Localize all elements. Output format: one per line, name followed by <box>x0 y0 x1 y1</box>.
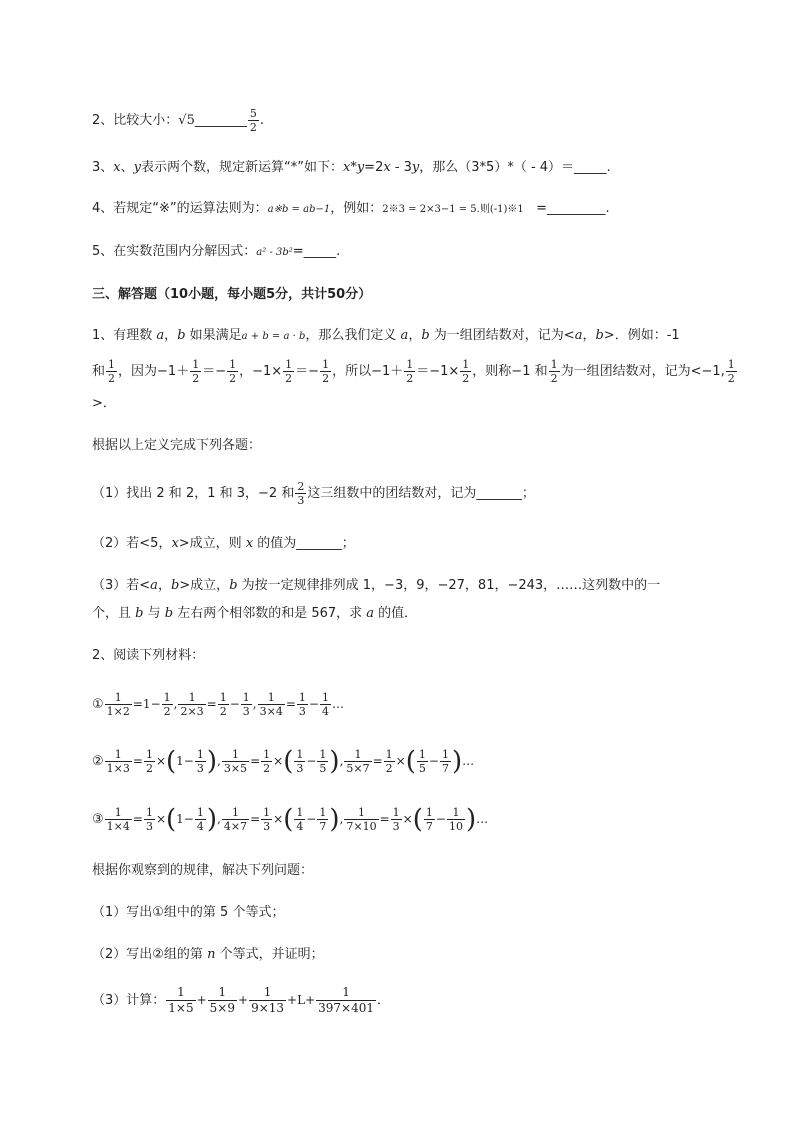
fraction-numerator: 1 <box>418 748 426 761</box>
fraction-numerator: 1 <box>322 358 330 371</box>
text-segment: = <box>250 754 261 768</box>
pattern-row-1 <box>92 688 344 721</box>
text-segment: （3）计算： <box>92 993 166 1008</box>
problem-2-sub-2 <box>92 945 324 965</box>
fraction-denominator: 2 <box>192 372 200 385</box>
problem-1-sub-3-cont <box>92 604 417 624</box>
fraction-denominator: 2 <box>145 762 153 775</box>
fill-question-2 <box>92 107 264 134</box>
problem-2-sub-3 <box>92 984 390 1017</box>
fraction <box>105 748 132 775</box>
text-segment: y <box>133 160 141 175</box>
text-segment: a <box>574 328 583 343</box>
fraction <box>317 748 328 775</box>
fraction-denominator: 2 <box>229 372 237 385</box>
fraction-numerator: 1 <box>242 691 250 704</box>
fraction <box>294 806 305 833</box>
fraction <box>384 748 395 775</box>
text-segment: + <box>196 993 207 1007</box>
fraction-numerator: 1 <box>145 806 153 819</box>
fraction-denominator: 4 <box>196 820 204 833</box>
text-segment: = <box>132 754 143 768</box>
fraction <box>447 806 465 833</box>
fraction-denominator: 3 <box>196 762 204 775</box>
fraction <box>320 358 331 385</box>
operation-rule: a※b = ab−1 <box>267 204 331 215</box>
text-segment: b <box>170 578 180 593</box>
fraction <box>105 691 132 718</box>
text-segment: , <box>339 812 344 826</box>
pattern-row-3 <box>92 803 488 836</box>
text-segment: 、 <box>120 160 134 175</box>
parenthesis: ) <box>206 804 218 835</box>
text-segment: ，那么我们定义 <box>305 328 401 343</box>
fraction-denominator: 2 <box>285 372 293 385</box>
fraction <box>162 691 173 718</box>
text-segment: = <box>285 697 296 711</box>
fraction-denominator: 3×5 <box>223 762 248 775</box>
fraction-numerator: 1 <box>285 358 293 371</box>
fraction-denominator: 3 <box>263 820 271 833</box>
fraction-denominator: 3 <box>298 705 306 718</box>
text-segment: b <box>177 328 186 343</box>
fraction <box>404 358 415 385</box>
fraction-denominator: 3 <box>242 705 250 718</box>
fraction <box>460 358 471 385</box>
text-segment: b <box>164 606 174 621</box>
section-heading: 三、解答题（10小题，每小题5分，共计50分） <box>92 287 372 302</box>
text-segment: a <box>156 328 165 343</box>
fraction-denominator: 7×10 <box>346 820 377 833</box>
fraction <box>218 691 229 718</box>
fraction-numerator: 1 <box>222 806 249 820</box>
text-segment: + <box>238 993 249 1007</box>
problem-1-sub-1 <box>92 478 535 510</box>
fraction <box>227 358 238 385</box>
text-segment: ① <box>92 697 104 712</box>
text-segment: , <box>217 754 221 768</box>
fraction <box>258 691 285 718</box>
text-segment: （1）找出 2 和 2，1 和 3，−2 和 <box>92 486 295 501</box>
text-segment: =_____. <box>292 244 341 259</box>
fraction <box>440 748 451 775</box>
text-segment: ，则称−1 和 <box>472 364 548 379</box>
fraction <box>166 985 195 1016</box>
fraction <box>295 480 306 507</box>
fraction-numerator: 1 <box>316 985 376 1001</box>
fraction-denominator: 2 <box>263 762 271 775</box>
text-segment: =2 <box>364 160 384 175</box>
fraction-denominator: 9×13 <box>251 1001 285 1015</box>
text-segment: = <box>250 812 261 826</box>
problem-2-title: 2、阅读下列材料： <box>92 648 205 663</box>
sqrt-five: √5 <box>178 113 195 128</box>
fraction-denominator: 3 <box>392 820 400 833</box>
text-segment: + <box>287 993 298 1007</box>
fraction-numerator: 1 <box>550 358 558 371</box>
fraction-denominator: 7 <box>319 820 327 833</box>
problem-1-example-end: >． <box>92 396 116 411</box>
text-segment: =_________. <box>536 201 610 216</box>
text-segment: + <box>305 993 316 1007</box>
fraction <box>261 748 272 775</box>
text-segment: = <box>379 812 390 826</box>
text-segment: a <box>366 606 375 621</box>
text-segment: 为一组团结数对，记为<−1, <box>560 364 725 379</box>
fraction-denominator: 7 <box>425 820 433 833</box>
fraction-denominator: 4 <box>296 820 304 833</box>
text-segment: ， <box>164 328 178 343</box>
text-segment: 1− <box>176 754 194 768</box>
fraction <box>283 358 294 385</box>
text-segment: - 3 <box>390 160 412 175</box>
text-segment: − <box>306 754 317 768</box>
fraction <box>105 806 132 833</box>
text-segment: >．例如：-1 <box>603 328 680 343</box>
fraction <box>320 691 331 718</box>
text-segment: , <box>339 754 344 768</box>
parenthesis: ) <box>329 804 340 835</box>
fraction <box>222 748 249 775</box>
text-segment: × <box>155 812 166 826</box>
fraction-numerator: 1 <box>222 748 249 762</box>
text-segment: b <box>595 328 604 343</box>
fraction <box>317 806 328 833</box>
fraction-numerator: 1 <box>321 691 329 704</box>
text-segment: ，−1× <box>239 364 283 379</box>
text-segment: 5、在实数范围内分解因式： <box>92 244 257 259</box>
fraction-numerator: 1 <box>196 806 204 819</box>
text-segment: , <box>252 697 257 711</box>
factor-expression: a² - 3b² <box>256 247 293 258</box>
fraction-denominator: 2 <box>163 705 171 718</box>
text-segment: … <box>462 754 475 768</box>
parenthesis: ) <box>329 746 340 777</box>
fraction-numerator: 1 <box>296 748 304 761</box>
fraction-denominator: 397×401 <box>318 1001 374 1015</box>
fraction-denominator: 2 <box>727 372 735 385</box>
fraction-numerator: 1 <box>219 691 227 704</box>
fraction <box>190 358 201 385</box>
text-segment: , <box>173 697 178 711</box>
text-segment: … <box>331 697 344 711</box>
fraction-numerator: 1 <box>163 691 171 704</box>
fraction-denominator: 7 <box>441 762 449 775</box>
parenthesis: ( <box>283 804 294 835</box>
fraction <box>195 748 206 775</box>
fraction <box>391 806 402 833</box>
fraction-denominator: 3 <box>296 762 304 775</box>
text-segment: b <box>229 578 238 593</box>
fraction <box>249 985 286 1016</box>
fraction <box>144 806 155 833</box>
text-segment: （2）写出②组的第 <box>92 947 208 962</box>
text-segment: 2、比较大小： <box>92 113 179 128</box>
fraction <box>106 358 117 385</box>
text-segment: （2）若<5， <box>92 536 172 551</box>
text-segment: a + b = a · b <box>241 331 306 342</box>
fill-question-4 <box>92 199 610 220</box>
text-segment: 与 <box>143 606 165 621</box>
text-segment: × <box>273 754 284 768</box>
fraction-denominator: 1×4 <box>106 820 130 833</box>
text-segment: >成立，则 <box>178 536 246 551</box>
fraction-denominator: 2 <box>219 705 227 718</box>
text-segment: x <box>383 160 391 175</box>
text-segment: ＝− <box>202 364 227 379</box>
parenthesis: ( <box>412 804 423 835</box>
fraction-numerator: 1 <box>425 806 433 819</box>
fraction <box>549 358 560 385</box>
text-segment: . <box>259 113 264 128</box>
fraction <box>424 806 435 833</box>
fraction <box>344 806 378 833</box>
text-segment: ，所以−1＋ <box>332 364 404 379</box>
text-segment: L <box>297 993 306 1007</box>
problem-1-sub-2 <box>92 534 355 554</box>
fraction-numerator: 1 <box>344 806 378 820</box>
text-segment: … <box>476 812 489 826</box>
text-segment: ② <box>92 754 104 769</box>
fraction-denominator: 4×7 <box>223 820 248 833</box>
fraction-denominator: 3 <box>297 494 305 507</box>
text-segment: b <box>135 606 144 621</box>
text-segment: y <box>411 160 420 175</box>
text-segment: − <box>428 754 439 768</box>
fraction <box>294 748 305 775</box>
fraction-denominator: 5 <box>418 762 426 775</box>
fraction-five-halves <box>248 107 259 134</box>
text-segment: − <box>435 812 446 826</box>
text-segment: 的值． <box>374 606 418 621</box>
fraction-numerator: 1 <box>105 748 132 762</box>
text-segment: ＝−1× <box>416 364 460 379</box>
fraction <box>195 806 206 833</box>
text-segment: 4、若规定“※”的运算法则为： <box>92 201 268 216</box>
text-segment: 和 <box>92 364 106 379</box>
text-segment: = <box>206 697 217 711</box>
text-segment: ，例如： <box>330 201 383 216</box>
fraction-denominator: 4 <box>321 705 329 718</box>
text-segment: a <box>150 578 158 593</box>
fraction-numerator: 1 <box>319 748 327 761</box>
fraction <box>297 691 308 718</box>
fraction <box>208 985 237 1016</box>
fraction-denominator: 3 <box>145 820 153 833</box>
fraction-numerator: 1 <box>298 691 306 704</box>
fraction-numerator: 1 <box>263 748 271 761</box>
fraction-numerator: 1 <box>462 358 470 371</box>
problem-2-sub-1: （1）写出①组中的第 5 个等式； <box>92 905 285 920</box>
fraction-numerator: 1 <box>392 806 400 819</box>
text-segment: ③ <box>92 812 104 827</box>
fraction-denominator: 2 <box>406 372 414 385</box>
fraction-numerator: 1 <box>258 691 285 705</box>
text-segment: ，那么（3*5）*（ - 4）＝_____. <box>419 160 611 175</box>
text-segment: − <box>306 812 317 826</box>
text-segment: × <box>155 754 166 768</box>
text-segment: 这三组数中的团结数对，记为_______； <box>307 486 535 501</box>
fraction <box>222 806 249 833</box>
fraction <box>261 806 272 833</box>
text-segment: × <box>273 812 284 826</box>
fraction-numerator: 1 <box>192 358 200 371</box>
fraction-numerator: 1 <box>406 358 414 371</box>
text-segment: ＝− <box>295 364 320 379</box>
fill-question-5 <box>92 242 340 263</box>
text-segment: =1− <box>132 697 161 711</box>
text-segment: 个等式，并证明； <box>215 947 324 962</box>
text-segment: x <box>171 536 179 551</box>
fraction-numerator: 1 <box>108 358 116 371</box>
text-segment: 1− <box>176 812 194 826</box>
text-segment: = <box>132 812 143 826</box>
fraction <box>726 358 737 385</box>
problem-2-intro: 根据你观察到的规律，解决下列问题： <box>92 863 314 878</box>
text-segment: 1、有理数 <box>92 328 157 343</box>
fraction-numerator: 1 <box>105 691 132 705</box>
fraction-numerator: 1 <box>145 748 153 761</box>
fraction-denominator: 10 <box>448 820 463 833</box>
fraction-numerator: 1 <box>447 806 465 820</box>
fraction <box>316 985 376 1016</box>
text-segment: b <box>421 328 430 343</box>
fraction-numerator: 1 <box>319 806 327 819</box>
text-segment: ，因为−1＋ <box>118 364 190 379</box>
text-segment: x*y <box>342 160 365 175</box>
fraction-denominator: 1×2 <box>106 705 130 718</box>
fraction-numerator: 1 <box>166 985 195 1001</box>
text-segment: 如果满足 <box>185 328 242 343</box>
text-segment: ， <box>157 578 171 593</box>
text-segment: >成立， <box>179 578 230 593</box>
fill-question-3 <box>92 158 611 178</box>
parenthesis: ( <box>405 746 416 777</box>
fraction-denominator: 2 <box>108 372 116 385</box>
fraction-denominator: 3×4 <box>259 705 283 718</box>
text-segment: ， <box>408 328 422 343</box>
fraction <box>344 748 371 775</box>
fraction-numerator: 1 <box>229 358 237 371</box>
problem-1-intro: 根据以上定义完成下列各题： <box>92 438 262 453</box>
fraction-denominator: 2 <box>550 372 558 385</box>
fraction-denominator: 5 <box>319 762 327 775</box>
operation-example: 2※3 = 2×3−1 = 5.则(-1)※1 <box>382 204 524 215</box>
parenthesis: ( <box>283 746 294 777</box>
text-segment: ． <box>377 993 391 1008</box>
fraction-denominator: 5×7 <box>346 762 370 775</box>
fraction-denominator: 2 <box>322 372 330 385</box>
text-segment: = <box>372 754 383 768</box>
problem-1-example <box>92 356 738 388</box>
text-segment: − <box>229 697 240 711</box>
text-segment: 个，且 <box>92 606 136 621</box>
text-segment: 的值为_______； <box>253 536 355 551</box>
fraction-numerator: 1 <box>105 806 132 820</box>
text-segment: 为一组团结数对，记为< <box>429 328 575 343</box>
text-segment: n <box>207 947 216 962</box>
fraction-numerator: 5 <box>249 107 257 120</box>
fraction-numerator: 1 <box>263 806 271 819</box>
fraction-denominator: 1×5 <box>168 1001 194 1015</box>
parenthesis: ) <box>206 746 218 777</box>
fraction <box>178 691 205 718</box>
text-segment: （3）若< <box>92 578 151 593</box>
text-segment: × <box>395 754 406 768</box>
text-segment: , <box>217 812 221 826</box>
text-segment: a <box>400 328 409 343</box>
text-segment: 表示两个数，规定新运算“*”如下： <box>141 160 343 175</box>
text-segment: x <box>113 160 121 175</box>
fraction-numerator: 1 <box>344 748 371 762</box>
fraction-numerator: 1 <box>196 748 204 761</box>
problem-1-definition <box>92 326 680 347</box>
text-segment: 左右两个相邻数的和是 567，求 <box>173 606 367 621</box>
fraction-denominator: 1×3 <box>106 762 130 775</box>
text-segment: × <box>402 812 413 826</box>
fraction-numerator: 1 <box>249 985 286 1001</box>
parenthesis: ) <box>465 804 477 835</box>
text-segment: 为按一定规律排列成 1，−3，9，−27，81，−243，……这列数中的一 <box>237 578 661 593</box>
fraction-numerator: 2 <box>297 480 305 493</box>
fraction-numerator: 1 <box>178 691 205 705</box>
parenthesis: ( <box>166 804 177 835</box>
fraction-denominator: 2 <box>249 121 257 134</box>
fraction <box>144 748 155 775</box>
fraction-numerator: 1 <box>441 748 449 761</box>
fraction-denominator: 2 <box>385 762 393 775</box>
fraction <box>241 691 252 718</box>
text-segment: − <box>308 697 319 711</box>
fraction-numerator: 1 <box>208 985 237 1001</box>
parenthesis: ) <box>451 746 463 777</box>
parenthesis: ( <box>166 746 177 777</box>
fraction-denominator: 2 <box>462 372 470 385</box>
answer-blank: ________ <box>194 113 247 128</box>
text-segment: 3、 <box>92 160 114 175</box>
fraction-numerator: 1 <box>296 806 304 819</box>
fraction-denominator: 2×3 <box>180 705 204 718</box>
fraction-denominator: 5×9 <box>209 1001 235 1015</box>
text-segment: ， <box>582 328 596 343</box>
fraction <box>417 748 428 775</box>
pattern-row-2 <box>92 745 474 778</box>
problem-1-sub-3 <box>92 576 660 596</box>
fraction-numerator: 1 <box>727 358 735 371</box>
fraction-numerator: 1 <box>385 748 393 761</box>
text-segment: x <box>245 536 254 551</box>
